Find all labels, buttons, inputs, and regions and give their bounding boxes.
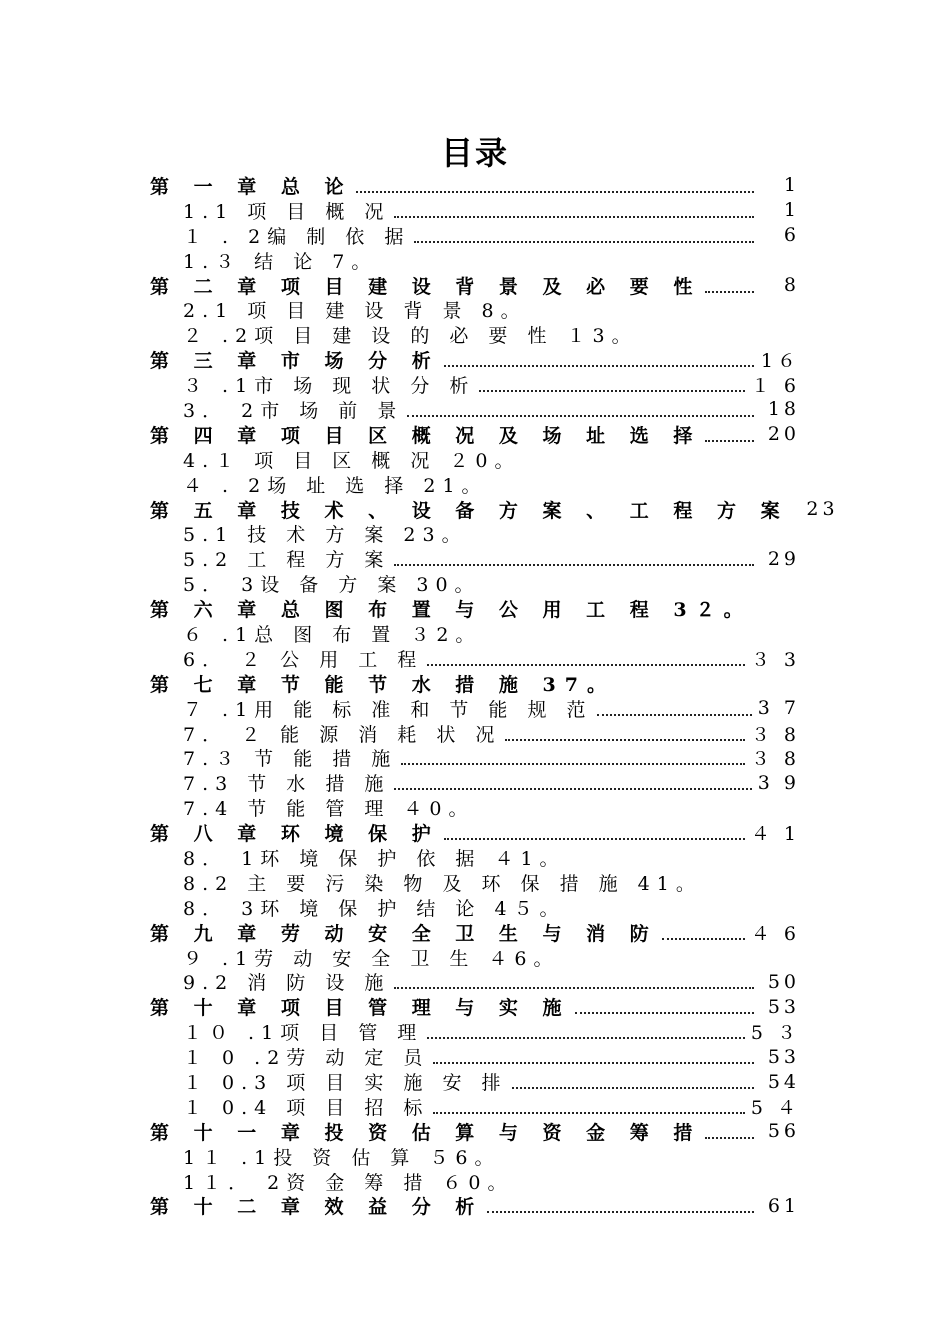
- toc-section-entry: [0, 845, 950, 870]
- toc-entry-title: ６ .1总 图 布 置 ３2。: [183, 623, 482, 646]
- toc-page-number: 61: [767, 1194, 800, 1217]
- toc-dot-leader: [427, 663, 745, 666]
- toc-entry-title: 第 三 章 市 场 分 析: [150, 350, 440, 373]
- toc-entry-title: ４ . 2场 址 选 择 21。: [183, 474, 488, 497]
- toc-section-entry: [0, 223, 950, 248]
- toc-entry-title: 第 九 章 劳 动 安 全 卫 生 与 消 防: [150, 922, 658, 945]
- toc-entry-title: 8． 1环 境 保 护 依 据 ４1。: [183, 848, 566, 870]
- toc-page-number: 5 ３: [750, 1022, 800, 1045]
- toc-entry-title: 2.1 项 目 建 设 背 景 8。: [183, 300, 527, 323]
- toc-section-entry: [0, 322, 950, 347]
- toc-page-number: ４ 6: [750, 922, 800, 945]
- toc-page-number: ３ 8: [750, 748, 800, 771]
- toc-section-entry: [0, 1094, 950, 1119]
- toc-dot-leader: [394, 563, 754, 566]
- toc-section-entry: [0, 397, 950, 422]
- toc-entry-title: 第 十 一 章 投 资 估 算 与 资 金 筹 措: [150, 1121, 702, 1144]
- toc-page-number: 50: [767, 970, 800, 993]
- toc-chapter-entry: [0, 820, 950, 845]
- toc-dot-leader: [705, 439, 754, 442]
- toc-section-entry: [0, 1144, 950, 1169]
- toc-dot-leader: [427, 1036, 745, 1039]
- toc-dot-leader: [597, 713, 752, 716]
- toc-page-number: ４ 1: [750, 823, 800, 846]
- toc-page-number: 3 7: [757, 697, 800, 720]
- toc-section-entry: [0, 546, 950, 571]
- document-title: 目录: [440, 134, 509, 172]
- toc-dot-leader: [444, 837, 745, 840]
- toc-section-entry: [0, 970, 950, 995]
- toc-entry-title: 1１ .1投 资 估 算 ５6。: [183, 1146, 501, 1169]
- toc-page-number: 1: [783, 174, 800, 197]
- toc-entry-title: 第 八 章 环 境 保 护: [150, 823, 440, 846]
- toc-section-entry: [0, 198, 950, 223]
- toc-dot-leader: [479, 389, 744, 392]
- toc-section-entry: [0, 372, 950, 397]
- toc-section-entry: [0, 795, 950, 820]
- toc-entry-title: 第 二 章 项 目 建 设 背 景 及 必 要 性: [150, 275, 702, 298]
- toc-chapter-entry: [0, 497, 950, 522]
- toc-dot-leader: [407, 414, 754, 417]
- toc-dot-leader: [705, 290, 754, 293]
- toc-section-entry: [0, 870, 950, 895]
- toc-chapter-entry: [0, 1119, 950, 1144]
- toc-entry-title: 7.4 节 能 管 理 ４0。: [183, 798, 475, 821]
- toc-dot-leader: [505, 738, 744, 741]
- toc-entry-title: １ 0 .2劳 动 定 员: [183, 1047, 430, 1070]
- toc-entry-title: １ 0.3 项 目 实 施 安 排: [183, 1072, 508, 1095]
- toc-page-number: 29: [767, 547, 800, 570]
- toc-page-number: 8: [783, 274, 800, 296]
- toc-entry-title: 7.３ 节 能 措 施: [183, 748, 398, 771]
- toc-page-number: 1: [783, 199, 800, 222]
- toc-page-number: １ 6: [750, 375, 800, 398]
- toc-entry-title: 4.１ 项 目 区 概 况 ２0。: [183, 449, 521, 472]
- toc-section-entry: [0, 621, 950, 646]
- toc-section-entry: [0, 472, 950, 497]
- toc-dot-leader: [401, 762, 745, 765]
- toc-section-entry: [0, 745, 950, 770]
- toc-dot-leader: [487, 1210, 754, 1213]
- toc-dot-leader: [433, 1061, 754, 1064]
- toc-page-number: 3 9: [757, 771, 800, 794]
- toc-page-number: 6: [783, 224, 800, 247]
- toc-dot-leader: [394, 215, 754, 218]
- toc-dot-leader: [575, 1011, 754, 1014]
- toc-page-number: 1６: [760, 350, 800, 373]
- toc-entry-title: 7.3 节 水 措 施: [183, 773, 391, 796]
- toc-page-number: 5 ４: [750, 1096, 800, 1119]
- toc-dot-leader: [356, 190, 754, 193]
- toc-entry-title: 1.1 项 目 概 况: [183, 200, 391, 223]
- toc-entry-title: 9.2 消 防 设 施: [183, 972, 391, 995]
- toc-entry-title: 第 十 二 章 效 益 分 析: [150, 1196, 484, 1219]
- toc-dot-leader: [394, 787, 751, 790]
- toc-entry-title: 7． ２ 能 源 消 耗 状 况: [183, 723, 502, 746]
- toc-section-entry: [0, 447, 950, 472]
- toc-chapter-entry: [0, 920, 950, 945]
- toc-chapter-entry: [0, 1194, 950, 1219]
- toc-entry-title: 6． ２ 公 用 工 程: [183, 648, 424, 671]
- toc-chapter-entry: [0, 273, 950, 298]
- toc-dot-leader: [705, 1136, 754, 1139]
- toc-section-entry: [0, 1019, 950, 1044]
- toc-chapter-entry: [0, 173, 950, 198]
- toc-dot-leader: [394, 986, 754, 989]
- toc-chapter-entry: [0, 671, 950, 696]
- toc-entry-title: 第 五 章 技 术 、 设 备 方 案 、 工 程 方 案: [150, 499, 789, 522]
- toc-page-number: 18: [767, 398, 800, 421]
- toc-section-entry: [0, 571, 950, 596]
- toc-section-entry: [0, 1169, 950, 1194]
- toc-section-entry: [0, 1069, 950, 1094]
- toc-section-entry: [0, 895, 950, 920]
- toc-section-entry: [0, 1044, 950, 1069]
- toc-entry-title: 第 一 章 总 论: [150, 175, 353, 198]
- toc-section-entry: [0, 297, 950, 322]
- toc-dot-leader: [444, 364, 754, 367]
- toc-entry-title: 第 六 章 总 图 布 置 与 公 用 工 程 3２。: [150, 599, 752, 622]
- toc-page-number: 53: [767, 995, 800, 1018]
- toc-entry-title: ７ .1用 能 标 准 和 节 能 规 范: [183, 698, 593, 721]
- toc-dot-leader: [433, 1111, 744, 1114]
- toc-entry-title: ９ .1劳 动 安 全 卫 生 ４6。: [183, 947, 560, 970]
- toc-entry-title: ３ .1市 场 现 状 分 析: [183, 375, 476, 398]
- toc-section-entry: [0, 770, 950, 795]
- toc-entry-title: 第 十 章 项 目 管 理 与 实 施: [150, 997, 571, 1020]
- toc-page-number: 54: [767, 1070, 800, 1093]
- toc-entry-title: 1.３ 结 论 7。: [183, 250, 378, 273]
- toc-entry-title: 1１． 2资 金 筹 措 ６0。: [183, 1171, 514, 1194]
- toc-chapter-entry: [0, 994, 950, 1019]
- toc-entry-title: １ . 2编 制 依 据: [183, 225, 411, 248]
- toc-section-entry: [0, 721, 950, 746]
- toc-dot-leader: [512, 1086, 755, 1089]
- toc-dot-leader: [414, 240, 754, 243]
- toc-entry-title: 第 四 章 项 目 区 概 况 及 场 址 选 择: [150, 424, 702, 447]
- toc-section-entry: [0, 521, 950, 546]
- toc-page-number: 23: [806, 498, 839, 521]
- toc-entry-title: 第 七 章 节 能 节 水 措 施 37。: [150, 673, 615, 696]
- toc-page-number: ３ 8: [750, 723, 800, 746]
- toc-entry-title: 5.1 技 术 方 案 23。: [183, 524, 468, 547]
- toc-chapter-entry: [0, 347, 950, 372]
- toc-entry-title: １ 0.4 项 目 招 标: [183, 1096, 430, 1119]
- table-of-contents: [0, 173, 950, 1218]
- toc-entry-title: 5.2 工 程 方 案: [183, 549, 391, 572]
- toc-chapter-entry: [0, 422, 950, 447]
- toc-page-number: 53: [767, 1045, 800, 1068]
- toc-page-number: ３ 3: [750, 648, 800, 671]
- toc-chapter-entry: [0, 596, 950, 621]
- toc-section-entry: [0, 696, 950, 721]
- toc-page-number: 20: [767, 423, 800, 446]
- toc-entry-title: 8.2 主 要 污 染 物 及 环 保 措 施 41。: [183, 872, 702, 895]
- toc-entry-title: 5． 3设 备 方 案 30。: [183, 574, 481, 597]
- toc-section-entry: [0, 945, 950, 970]
- toc-entry-title: １０ .1项 目 管 理: [183, 1022, 424, 1045]
- toc-dot-leader: [662, 937, 745, 940]
- toc-section-entry: [0, 646, 950, 671]
- toc-page-number: 56: [767, 1120, 800, 1143]
- toc-entry-title: 3． 2市 场 前 景: [183, 399, 404, 422]
- toc-entry-title: ２ .2项 目 建 设 的 必 要 性 １3。: [183, 325, 638, 348]
- toc-entry-title: 8． 3环 境 保 护 结 论 4５。: [183, 897, 566, 920]
- toc-section-entry: [0, 248, 950, 273]
